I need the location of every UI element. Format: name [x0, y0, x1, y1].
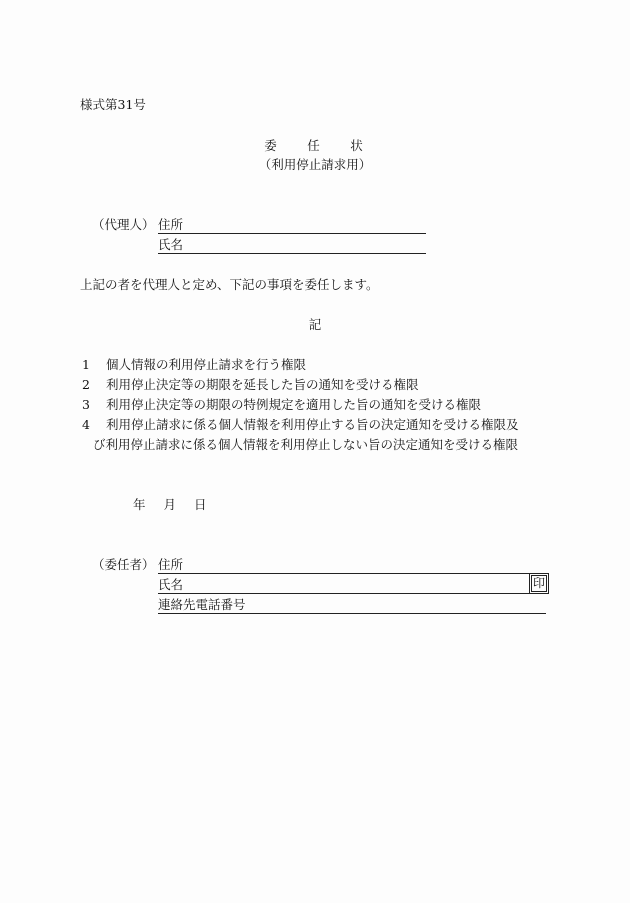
item-number: 4: [82, 417, 90, 432]
principal-phone-label: 連絡先電話番号: [158, 597, 246, 612]
date-year: 年: [133, 497, 146, 512]
item-text: 利用停止決定等の期限の特例規定を適用した旨の通知を受ける権限: [106, 397, 482, 412]
date-line[interactable]: [133, 497, 221, 513]
item-number: 2: [82, 377, 90, 392]
date-day: 日: [194, 497, 207, 512]
document-subtitle: （利用停止請求用）: [258, 157, 372, 172]
document-title: 委 任 状: [264, 138, 372, 153]
agent-address-label: 住所: [158, 217, 184, 232]
item-continuation: び利用停止請求に係る個人情報を利用停止しない旨の決定通知を受ける権限: [93, 437, 519, 452]
item-text: 利用停止決定等の期限を延長した旨の通知を受ける権限: [106, 377, 419, 392]
agent-name-label: 氏名: [158, 237, 184, 252]
form-number: 様式第31号: [80, 97, 146, 112]
item-text: 個人情報の利用停止請求を行う権限: [106, 357, 307, 372]
agent-address-field[interactable]: [158, 217, 426, 234]
ki-heading: 記: [308, 317, 322, 332]
intro-text: 上記の者を代理人と定め、下記の事項を委任します。: [80, 277, 379, 292]
date-month: 月: [163, 497, 177, 512]
item-text: 利用停止請求に係る個人情報を利用停止する旨の決定通知を受ける権限及: [106, 417, 519, 432]
list-item: [82, 377, 419, 393]
principal-label: （委任者）: [92, 557, 155, 572]
item-number: 3: [82, 397, 90, 412]
list-item: [82, 397, 481, 413]
list-item: [82, 357, 306, 373]
principal-name-field[interactable]: [158, 577, 546, 594]
principal-address-field[interactable]: [158, 557, 546, 574]
agent-label: （代理人）: [92, 217, 155, 232]
agent-name-field[interactable]: [158, 237, 426, 254]
list-item: [82, 417, 519, 433]
seal-mark: 印: [532, 576, 545, 590]
principal-name-label: 氏名: [158, 577, 184, 592]
principal-address-label: 住所: [158, 557, 184, 572]
principal-phone-field[interactable]: [158, 597, 546, 614]
item-number: 1: [82, 357, 90, 372]
